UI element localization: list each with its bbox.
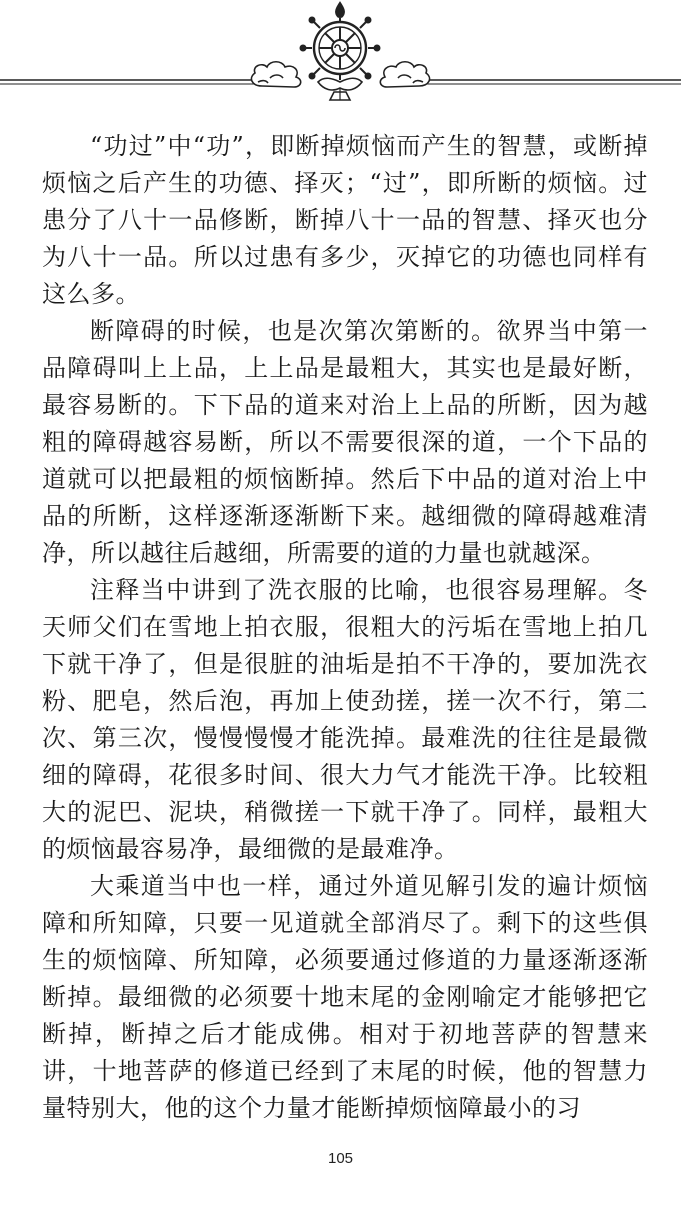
cloud-left-icon — [251, 62, 300, 87]
paragraph: 断障碍的时候，也是次第次第断的。欲界当中第一品障碍叫上上品，上上品是最粗大，其实也是最好断，最容易断的。下下品的道来对治上上品的所断，因为越粗的障碍越容易断，所以不需要很深的道，一个下品的道就可以把最粗的烦恼断掉。然后下中品的道对治上中品的所断，这样逐渐逐渐断下来。越细微的障碍越难清净，所以越往后越细，所需要的道的力量也就越深。 — [42, 317, 648, 567]
paragraph: “功过”中“功”，即断掉烦恼而产生的智慧，或断掉烦恼之后产生的功德、择灭；“过”，即所断的烦恼。过患分了八十一品修断，断掉八十一品的智慧、择灭也分为八十一品。所以过患有多少，灭掉它的功德也同样有这么多。 — [42, 132, 648, 308]
paragraph: 大乘道当中也一样，通过外道见解引发的遍计烦恼障和所知障，只要一见道就全部消尽了。剩下的这些俱生的烦恼障、所知障，必须要通过修道的力量逐渐逐渐断掉。最细微的必须要十地末尾的金刚喻定才能够把它断掉，断掉之后才能成佛。相对于初地菩萨的智慧来讲，十地菩萨的修道已经到了末尾的时候，他的智慧力量特别大，他的这个力量才能断掉烦恼障最小的习 — [42, 872, 648, 1122]
header-ornament — [0, 0, 681, 110]
page-number: 105 — [327, 1150, 354, 1167]
dharma-wheel-icon — [300, 2, 380, 100]
header-rule-left — [0, 80, 268, 84]
header-rule-right — [413, 80, 681, 84]
body-text — [42, 128, 648, 1127]
cloud-right-icon — [380, 62, 429, 87]
paragraph: 注释当中讲到了洗衣服的比喻，也很容易理解。冬天师父们在雪地上拍衣服，很粗大的污垢在雪地上拍几下就干净了，但是很脏的油垢是拍不干净的，要加洗衣粉、肥皂，然后泡，再加上使劲搓，搓一次不行，第二次、第三次，慢慢慢慢才能洗掉。最难洗的往往是最微细的障碍，花很多时间、很大力气才能洗干净。比较粗大的泥巴、泥块，稍微搓一下就干净了。同样，最粗大的烦恼最容易净，最细微的是最难净。 — [42, 576, 648, 863]
